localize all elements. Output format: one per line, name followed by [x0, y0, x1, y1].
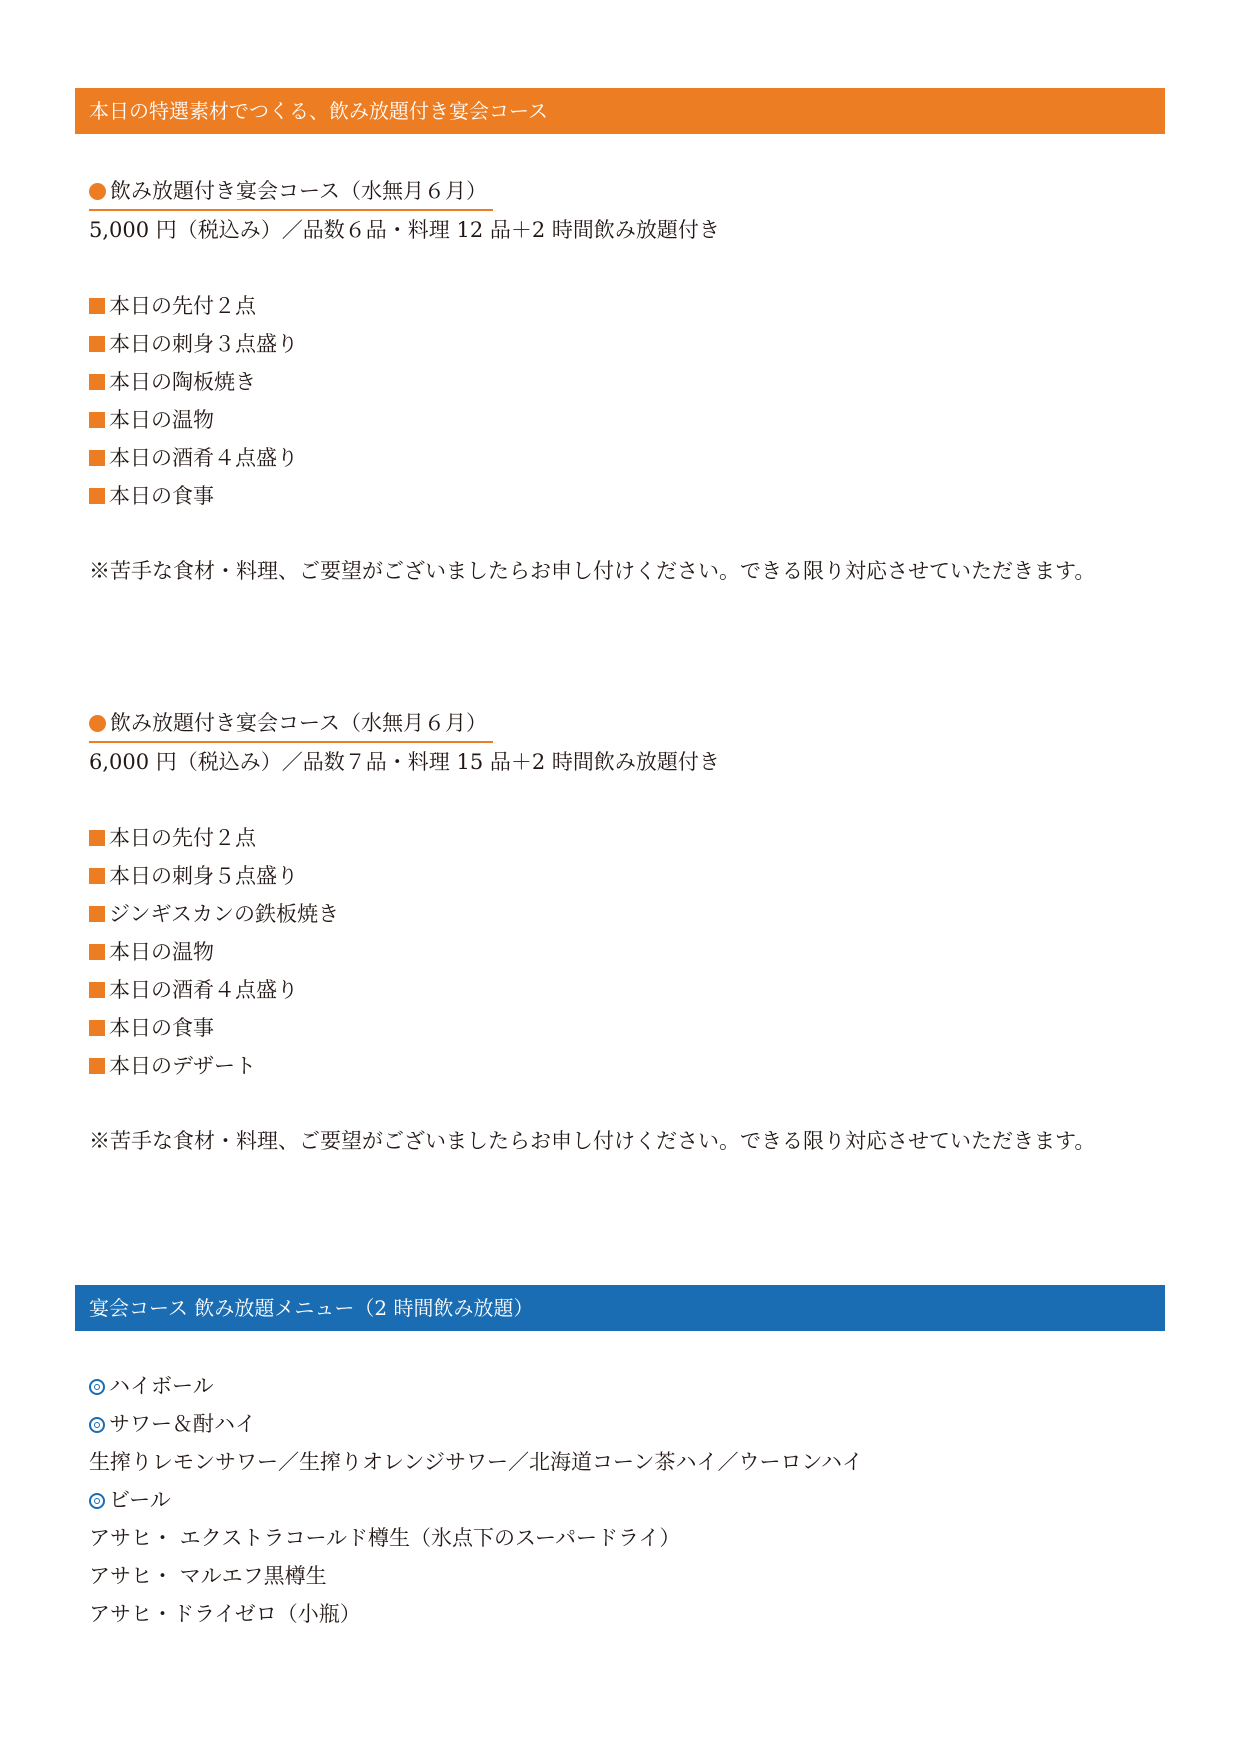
course-note: ※苦手な食材・料理、ご要望がございましたらお申し付けください。できる限り対応させていただきます。 — [89, 1129, 1096, 1153]
course-price-line: 6,000 円（税込み）／品数７品・料理 15 品＋2 時間飲み放題付き — [89, 750, 720, 774]
drink-category — [89, 1481, 1169, 1519]
course-item-text: ジンギスカンの鉄板焼き — [109, 902, 340, 926]
course-item — [89, 363, 1169, 401]
double-circle-icon — [89, 1493, 105, 1509]
square-bullet-icon — [89, 944, 105, 960]
double-circle-icon — [89, 1379, 105, 1395]
course-item — [89, 933, 1169, 971]
course-item-text: 本日の温物 — [109, 408, 214, 432]
course-item-text: 本日の刺身３点盛り — [109, 332, 298, 356]
course-item — [89, 1009, 1169, 1047]
drink-item: 生搾りレモンサワー／生搾りオレンジサワー／北海道コーン茶ハイ／ウーロンハイ — [89, 1450, 864, 1474]
drinks-menu — [89, 1367, 1169, 1633]
course-item — [89, 857, 1169, 895]
course-item-text: 本日の酒肴４点盛り — [109, 978, 298, 1002]
course-item — [89, 439, 1169, 477]
square-bullet-icon — [89, 374, 105, 390]
bullet-dot-icon — [89, 183, 106, 200]
square-bullet-icon — [89, 830, 105, 846]
square-bullet-icon — [89, 488, 105, 504]
square-bullet-icon — [89, 1020, 105, 1036]
course-item-text: 本日の食事 — [109, 484, 214, 508]
course-item — [89, 477, 1169, 515]
drinks-section-banner: 宴会コース 飲み放題メニュー（2 時間飲み放題） — [75, 1285, 1165, 1331]
course-item-text: 本日の刺身５点盛り — [109, 864, 298, 888]
course-price-line: 5,000 円（税込み）／品数６品・料理 12 品＋2 時間飲み放題付き — [89, 218, 720, 242]
course-title-1 — [89, 173, 493, 211]
course-note: ※苦手な食材・料理、ご要望がございましたらお申し付けください。できる限り対応させていただきます。 — [89, 559, 1096, 583]
drink-item: アサヒ・ エクストラコールド樽生（氷点下のスーパードライ） — [89, 1526, 681, 1550]
square-bullet-icon — [89, 868, 105, 884]
square-bullet-icon — [89, 906, 105, 922]
course-item — [89, 819, 1169, 857]
course-item-text: 本日の先付２点 — [109, 826, 256, 850]
course-title-text: 飲み放題付き宴会コース（水無月６月） — [110, 179, 487, 203]
course-item-text: 本日の温物 — [109, 940, 214, 964]
drink-category-title: ビール — [109, 1488, 171, 1512]
square-bullet-icon — [89, 412, 105, 428]
course-item — [89, 325, 1169, 363]
course-block-1 — [89, 173, 1169, 590]
course-item — [89, 287, 1169, 325]
course-item — [89, 1047, 1169, 1085]
double-circle-icon — [89, 1417, 105, 1433]
course-title-2 — [89, 705, 493, 743]
course-item-text: 本日のデザート — [109, 1054, 256, 1078]
course-title-text: 飲み放題付き宴会コース（水無月６月） — [110, 711, 487, 735]
course-item-text: 本日の酒肴４点盛り — [109, 446, 298, 470]
drink-item: アサヒ・ドライゼロ（小瓶） — [89, 1602, 361, 1626]
course-item-text: 本日の陶板焼き — [109, 370, 256, 394]
square-bullet-icon — [89, 1058, 105, 1074]
course-item — [89, 971, 1169, 1009]
course-item — [89, 401, 1169, 439]
course-item-text: 本日の食事 — [109, 1016, 214, 1040]
bullet-dot-icon — [89, 715, 106, 732]
drink-category-title: ハイボール — [109, 1374, 214, 1398]
drink-item: アサヒ・ マルエフ黒樽生 — [89, 1564, 327, 1588]
course-block-2 — [89, 705, 1169, 1160]
drink-category — [89, 1405, 1169, 1443]
square-bullet-icon — [89, 336, 105, 352]
course-item-text: 本日の先付２点 — [109, 294, 256, 318]
course-section-banner: 本日の特選素材でつくる、飲み放題付き宴会コース — [75, 88, 1165, 134]
square-bullet-icon — [89, 298, 105, 314]
drink-category — [89, 1367, 1169, 1405]
course-item — [89, 895, 1169, 933]
square-bullet-icon — [89, 982, 105, 998]
drink-category-title: サワー＆酎ハイ — [109, 1412, 256, 1436]
square-bullet-icon — [89, 450, 105, 466]
